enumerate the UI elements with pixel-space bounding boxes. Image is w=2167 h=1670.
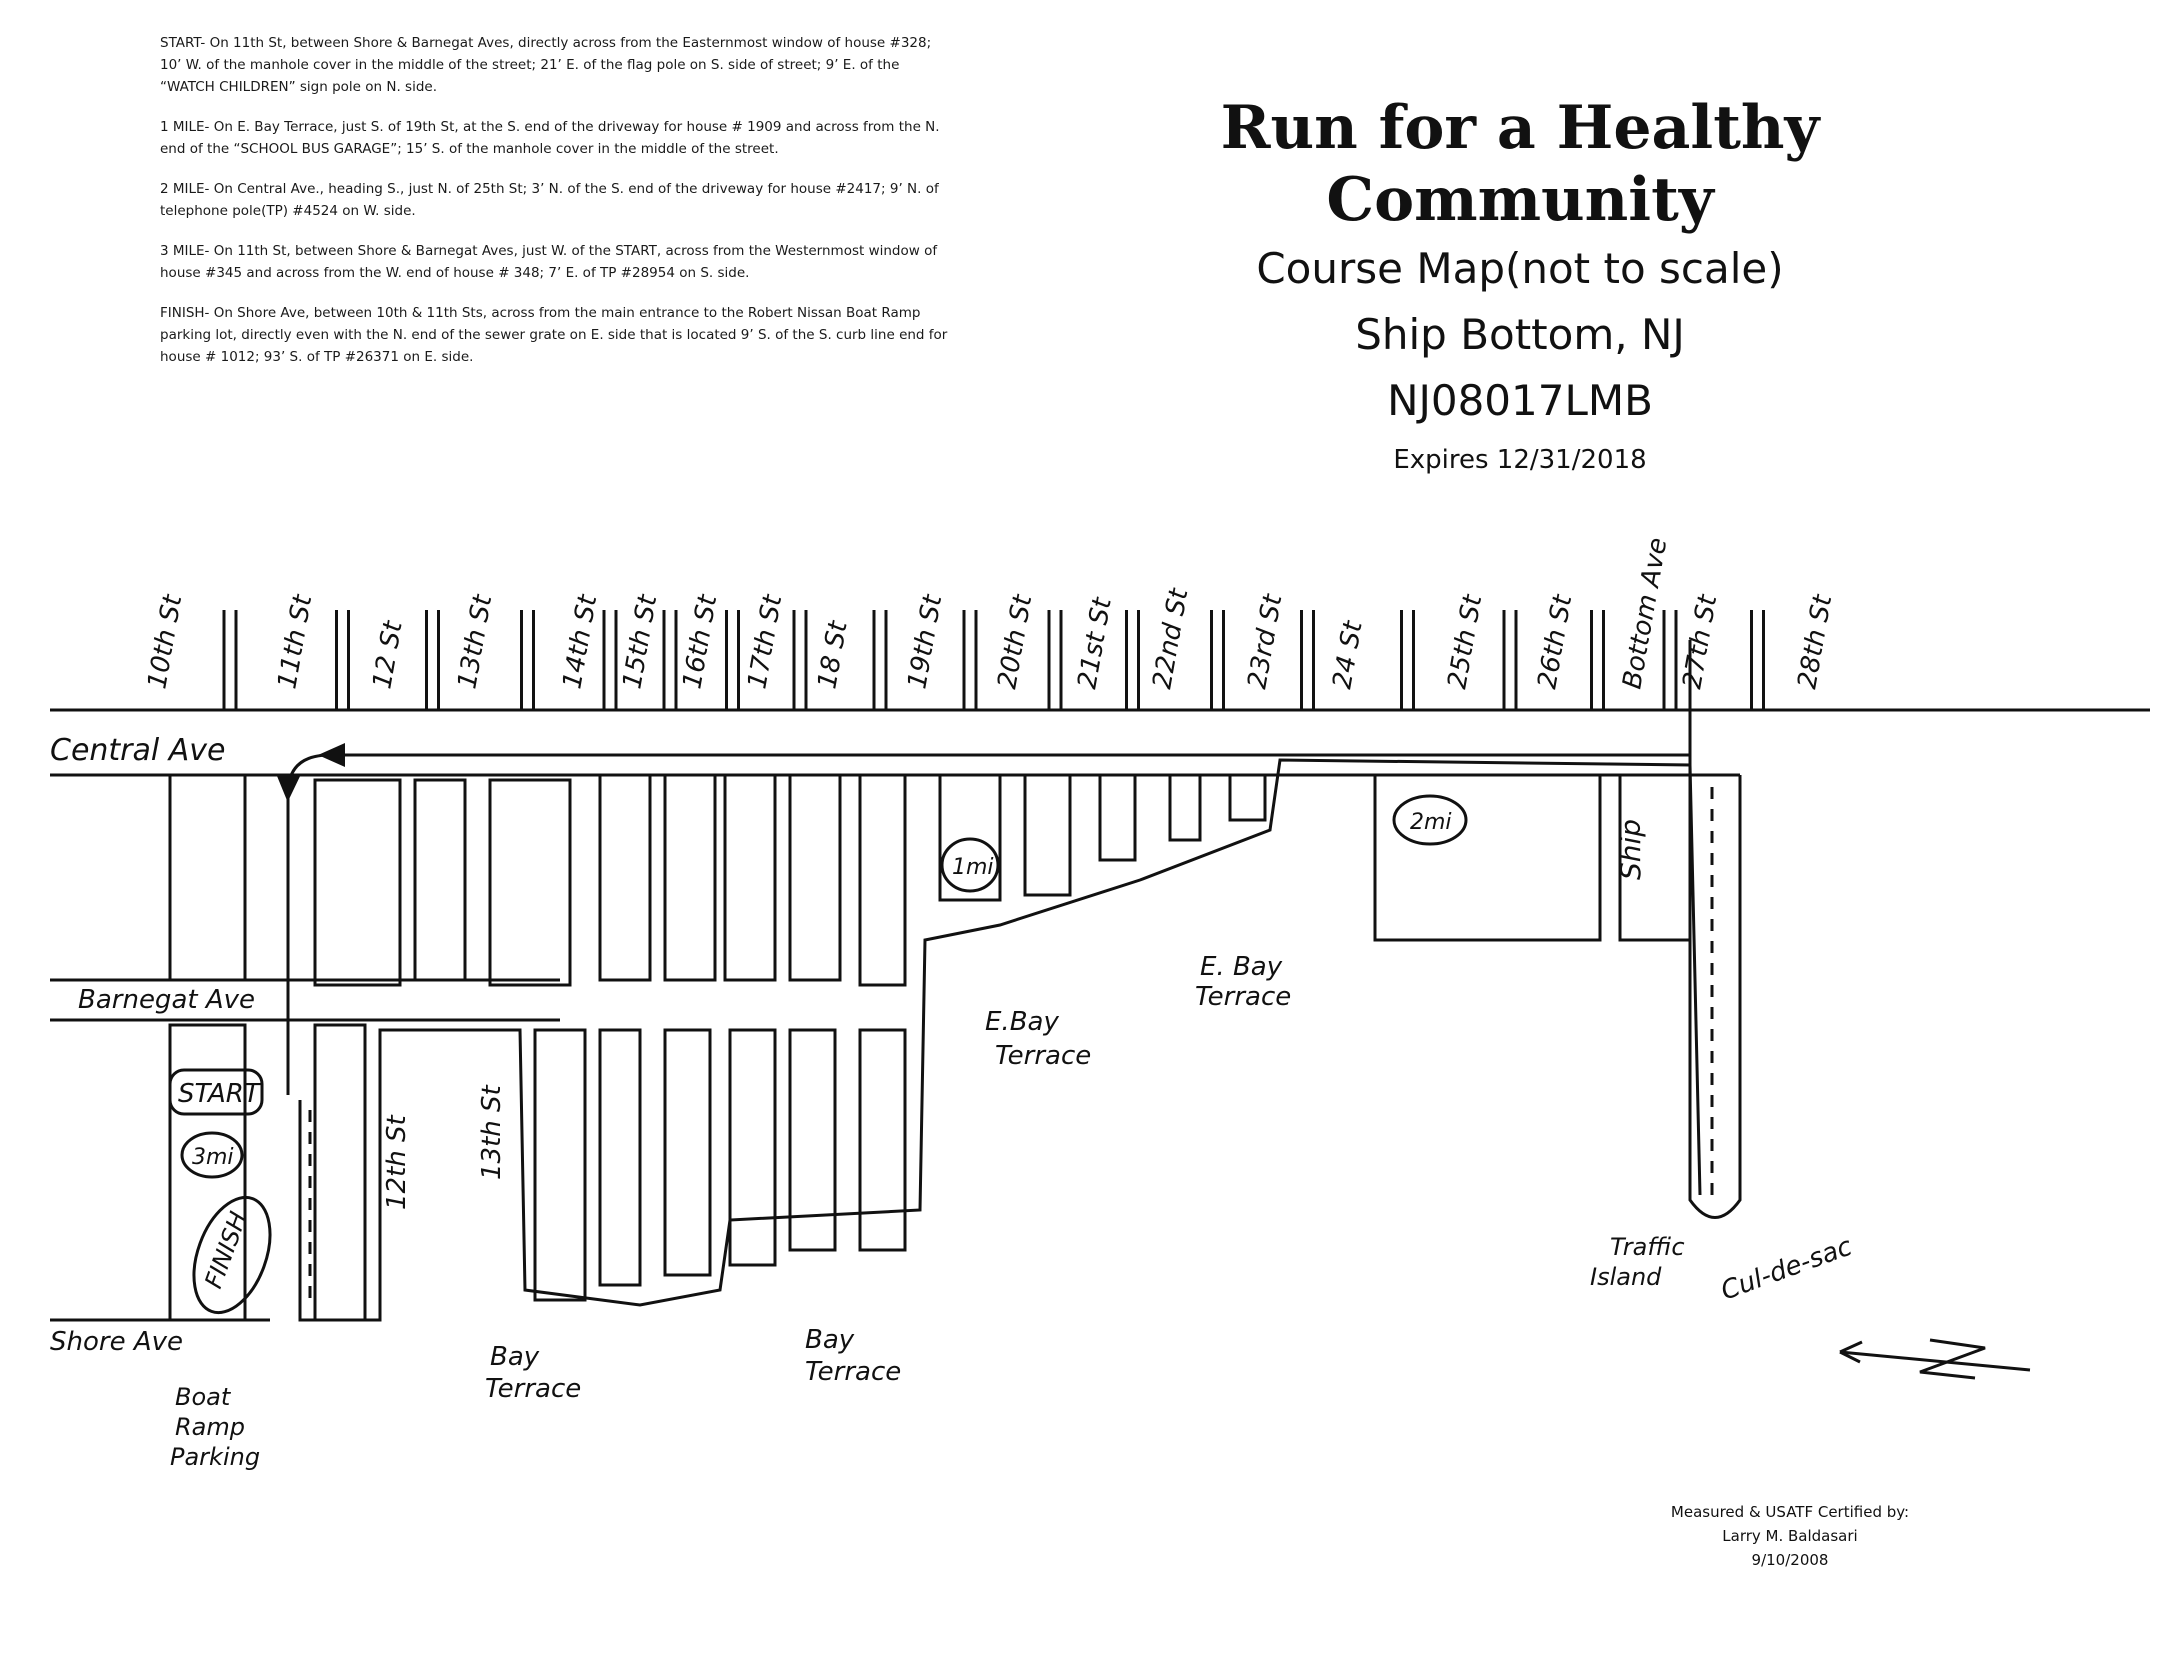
street-label: 19th St: [902, 592, 949, 692]
street-label: 10th St: [142, 592, 189, 692]
note-mile-1: 1 MILE- On E. Bay Terrace, just S. of 19th St, at the S. end of the driveway for house # 1909 and across from the N. end of the “SCHOOL BUS GARAGE”; 15’ S. of the manhole cover in the middle of the street.: [160, 119, 940, 157]
city-block: [730, 1030, 775, 1265]
street-label: 23rd St: [1242, 592, 1289, 692]
street-labels: [142, 536, 1838, 692]
e-bay-terrace-label-1: [985, 1007, 1091, 1071]
street-stub: [964, 610, 976, 710]
street-label: 24 St: [1327, 618, 1369, 692]
start-marker: [170, 1070, 262, 1114]
expiration-date: Expires 12/31/2018: [1393, 445, 1647, 475]
shore-ave-label: Shore Ave: [50, 1327, 184, 1357]
city-block: [315, 780, 400, 985]
svg-text:E. Bay: E. Bay: [1200, 952, 1283, 982]
street-stub: [727, 610, 739, 710]
street-stub: [1127, 610, 1139, 710]
street-stub: [1302, 610, 1314, 710]
mile-2-marker: [1394, 796, 1466, 844]
street-stub: [664, 610, 676, 710]
12th-st-label: 12th St: [382, 1115, 412, 1210]
city-block: [315, 1025, 365, 1320]
note-mile-2: 2 MILE- On Central Ave., heading S., just N. of 25th St; 3’ N. of the S. end of the driveway for house #2417; 9’ N. of telephone pole(TP) #4524 on W. side.: [160, 181, 939, 219]
street-stub: [604, 610, 616, 710]
street-stub: [794, 610, 806, 710]
svg-text:Parking: Parking: [170, 1443, 261, 1471]
bay-terrace-label-2: [805, 1325, 901, 1387]
svg-text:FINISH: FINISH: [199, 1208, 253, 1293]
city-block: [790, 775, 840, 980]
street-stub: [224, 610, 236, 710]
street-stub: [1664, 610, 1676, 710]
city-blocks: [170, 775, 1690, 1320]
mile-1-marker: [942, 839, 998, 891]
street-label: 27th St: [1677, 592, 1724, 692]
street-label: 21st St: [1072, 595, 1118, 692]
city-block: [490, 780, 570, 985]
13th-st-label: 13th St: [477, 1085, 507, 1180]
city-block: [600, 1030, 640, 1285]
central-ave-label: Central Ave: [50, 733, 226, 768]
street-label: 12 St: [367, 618, 409, 692]
svg-text:Terrace: Terrace: [485, 1374, 582, 1404]
svg-text:Bay: Bay: [490, 1342, 540, 1372]
street-stub: [1504, 610, 1516, 710]
svg-text:Terrace: Terrace: [1195, 982, 1292, 1012]
city-block: [535, 1030, 585, 1300]
street-label: 15th St: [617, 592, 664, 692]
street-stub: [1592, 610, 1604, 710]
note-start: START- On 11th St, between Shore & Barnegat Aves, directly across from the Easternmost window of house #328; 10’ W. of the manhole cover in the middle of the street; 21’ E. of the flag pole on S. side of street; 9’ E. of the “WATCH CHILDREN” sign pole on N. side.: [160, 35, 932, 95]
street-stub: [427, 610, 439, 710]
city-block: [860, 775, 905, 985]
svg-text:Traffic: Traffic: [1610, 1233, 1685, 1261]
map-subtitle: Course Map(not to scale): [1256, 244, 1784, 293]
svg-text:Terrace: Terrace: [805, 1357, 902, 1387]
street-stub: [1752, 610, 1764, 710]
city-block: [860, 1030, 905, 1250]
svg-text:Bay: Bay: [805, 1325, 855, 1355]
finish-marker: [180, 1187, 285, 1323]
street-stub: [1049, 610, 1061, 710]
street-label: 13th St: [452, 592, 499, 692]
boat-ramp-parking-label: [170, 1383, 260, 1471]
street-label: Bottom Ave: [1617, 535, 1674, 692]
city-block: [1230, 775, 1265, 820]
certified-by: Measured & USATF Certified by:: [1670, 1503, 1910, 1521]
street-label: 22nd St: [1147, 586, 1195, 692]
street-stub: [1212, 610, 1224, 710]
page-title: Run for a Healthy Community: [1220, 93, 1820, 235]
city-block: [1025, 775, 1070, 895]
cul-de-sac-label: Cul-de-sac: [1717, 1231, 1857, 1307]
street-label: 25th St: [1442, 592, 1489, 692]
city-block: [665, 775, 715, 980]
svg-text:Boat: Boat: [175, 1383, 231, 1411]
svg-text:E.Bay: E.Bay: [985, 1007, 1059, 1037]
city-block: [415, 780, 465, 980]
street-label: 11th St: [272, 592, 319, 692]
course-id: NJ08017LMB: [1387, 376, 1653, 425]
route-central-ave: [288, 755, 1690, 1095]
note-finish: FINISH- On Shore Ave, between 10th & 11th Sts, across from the main entrance to the Robert Nissan Boat Ramp parking lot, directly even with the N. end of the sewer grate on E. side that is located 9’ S. of the S. curb line end for house # 1012; 93’ S. of TP #26371 on E. side.: [160, 305, 948, 365]
street-label: 16th St: [677, 592, 724, 692]
city-block: [170, 775, 245, 980]
mile-3-marker: [182, 1133, 242, 1177]
street-label: 17th St: [742, 592, 789, 692]
street-grid: [50, 610, 2150, 1320]
svg-text:START: START: [178, 1079, 260, 1109]
city-block: [665, 1030, 710, 1275]
city-block: [1170, 775, 1200, 840]
city-block: [600, 775, 650, 980]
bay-terrace-label-1: [485, 1342, 581, 1404]
street-label: 28th St: [1792, 592, 1839, 692]
certification: [1580, 1500, 2000, 1572]
street-stub: [522, 610, 534, 710]
barnegat-ave-label: Barnegat Ave: [78, 985, 255, 1015]
svg-text:3mi: 3mi: [192, 1145, 234, 1170]
street-label: 14th St: [557, 592, 604, 692]
svg-text:1mi: 1mi: [952, 855, 994, 880]
note-mile-3: 3 MILE- On 11th St, between Shore & Barnegat Aves, just W. of the START, across from the Westernmost window of house #345 and across from the W. end of house # 348; 7’ E. of TP #28954 on S. side.: [160, 243, 938, 281]
street-label: 20th St: [992, 592, 1039, 692]
ship-label: Ship: [1614, 818, 1647, 880]
city-block: [725, 775, 775, 980]
north-side-street-stubs: [224, 610, 1764, 710]
street-stub: [337, 610, 349, 710]
street-label: 26th St: [1532, 592, 1579, 692]
city-block: [1100, 775, 1135, 860]
e-bay-terrace-label-2: [1195, 952, 1291, 1012]
street-stub: [1402, 610, 1414, 710]
street-stub: [874, 610, 886, 710]
north-arrow-icon: [1840, 1340, 2030, 1378]
location: Ship Bottom, NJ: [1355, 310, 1685, 359]
certification-date: 9/10/2008: [1751, 1551, 1829, 1569]
svg-text:Ramp: Ramp: [175, 1413, 245, 1441]
street-label: 18 St: [812, 618, 854, 692]
svg-text:Island: Island: [1590, 1263, 1662, 1291]
traffic-island-label: [1590, 1233, 1685, 1291]
certifier-name: Larry M. Baldasari: [1722, 1527, 1858, 1545]
svg-text:2mi: 2mi: [1410, 810, 1452, 835]
svg-text:Terrace: Terrace: [995, 1041, 1092, 1071]
